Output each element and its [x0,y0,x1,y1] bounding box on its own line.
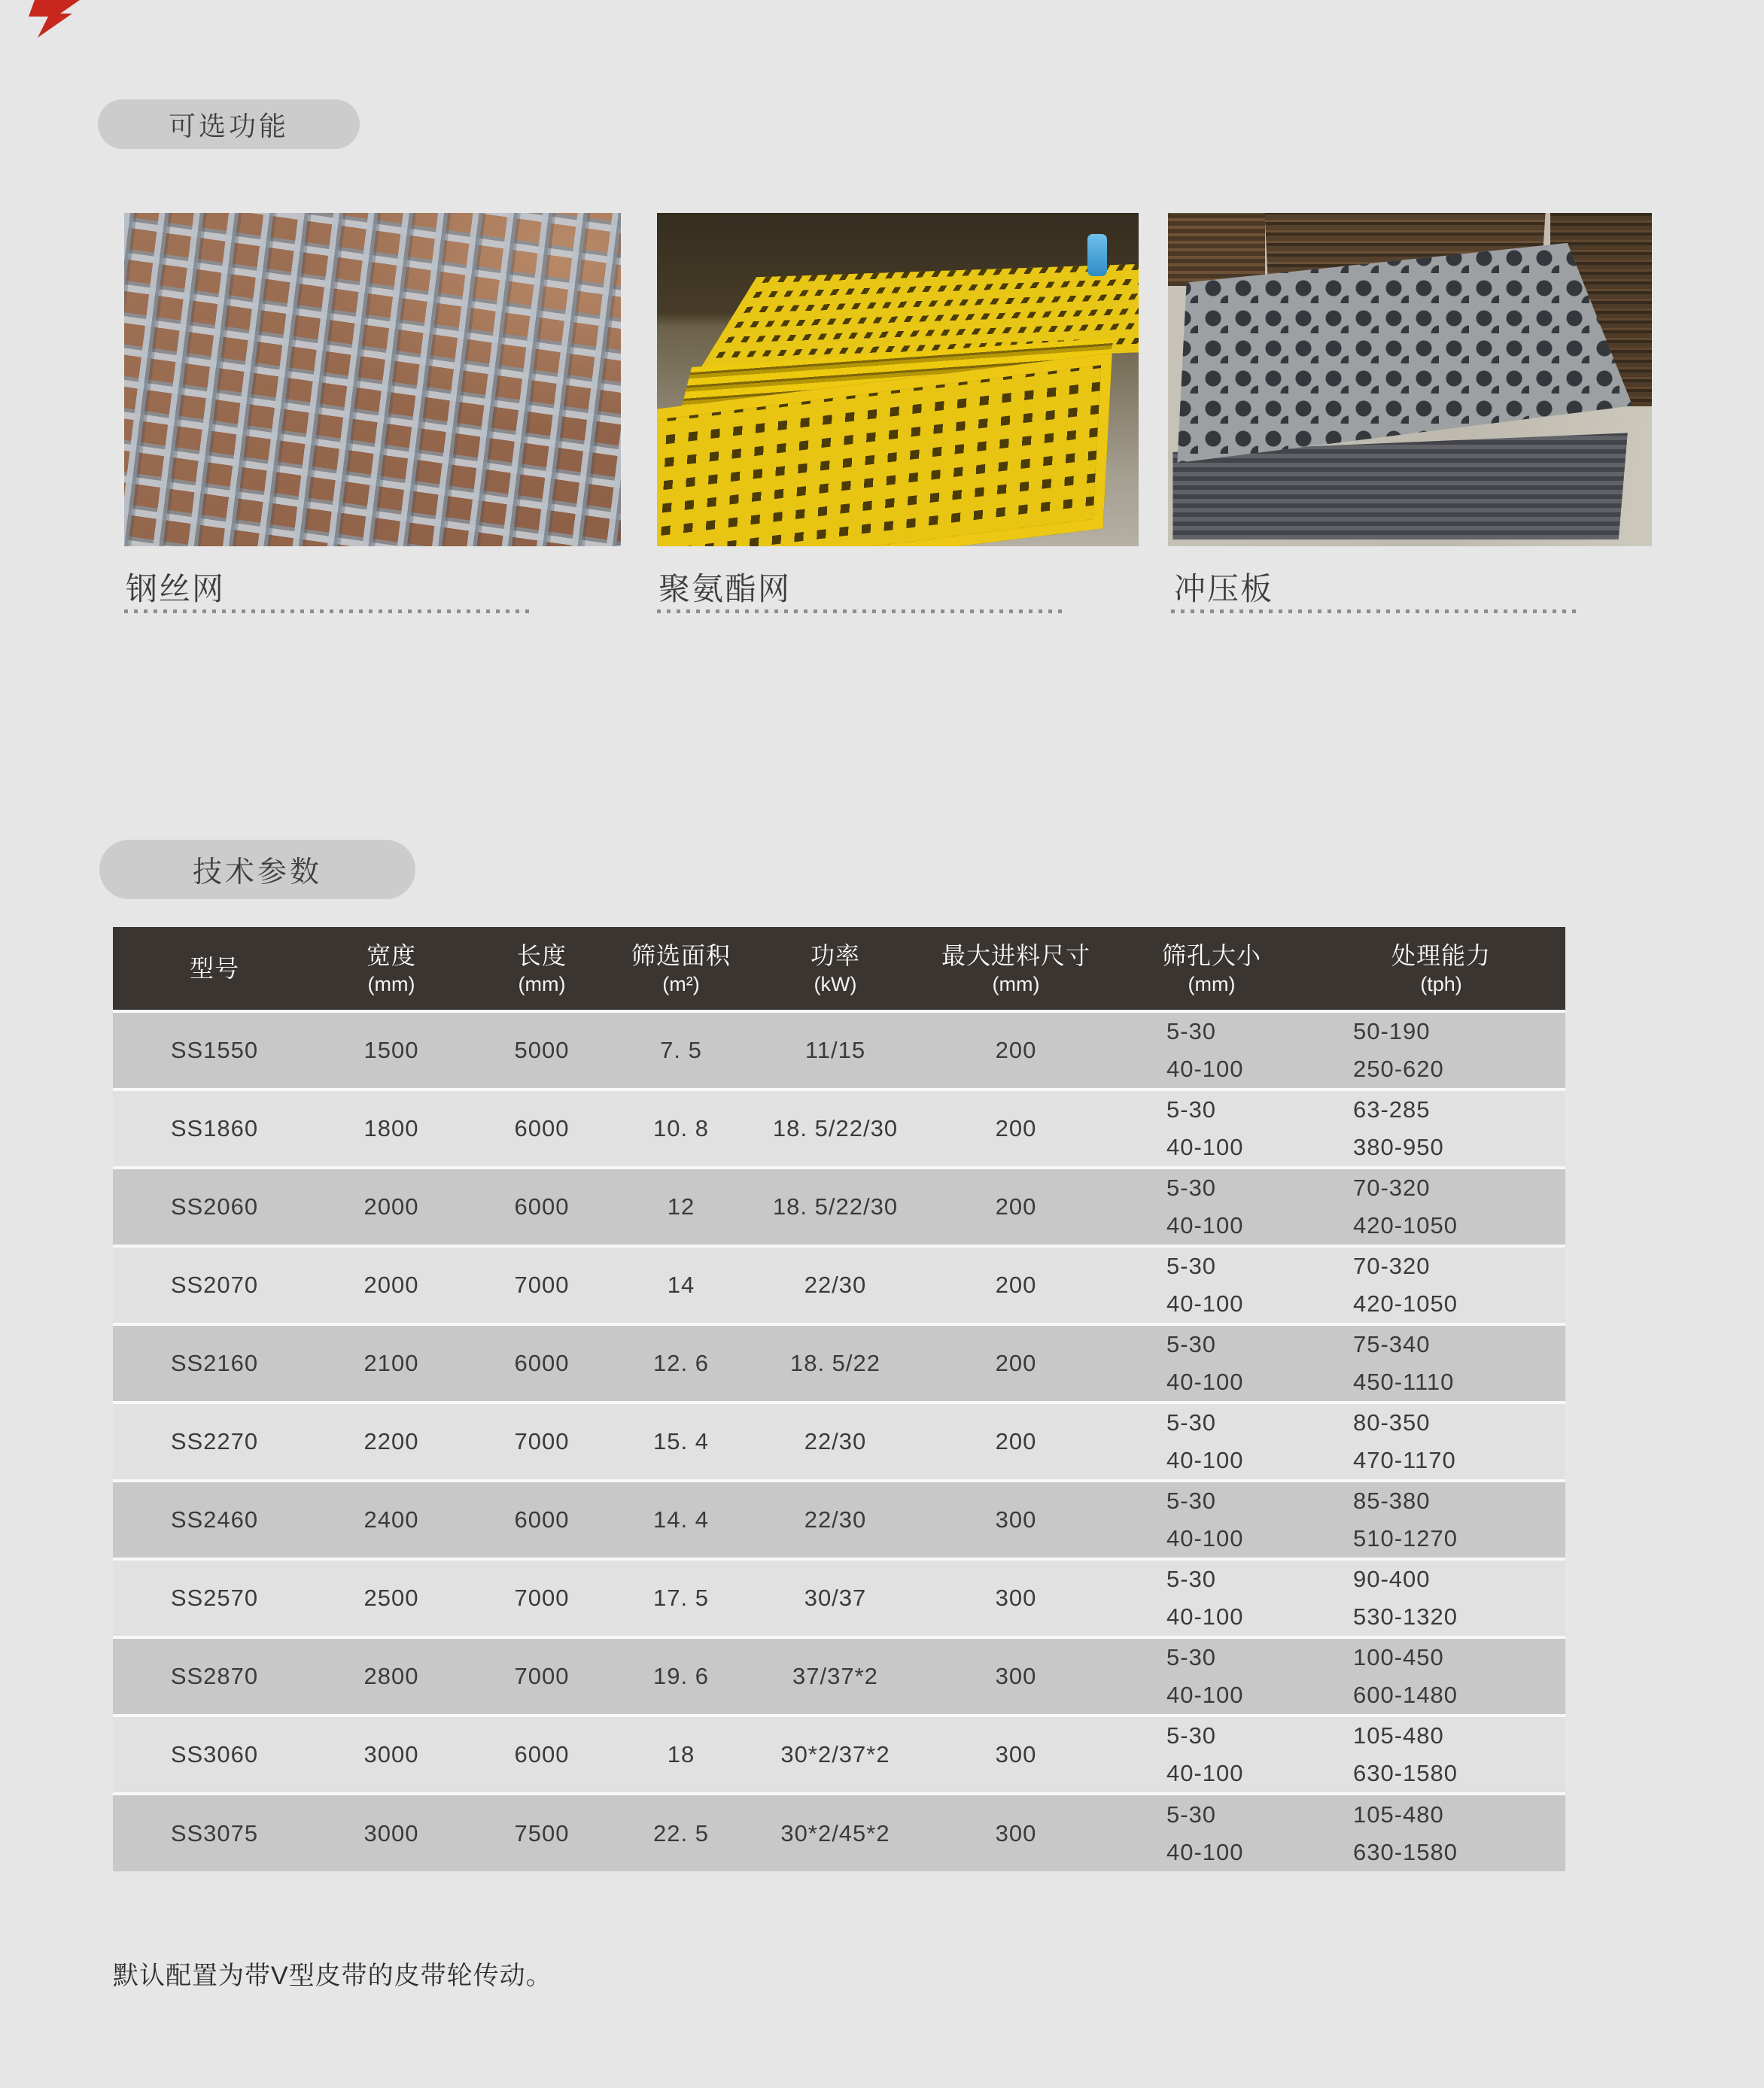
col-header-length: 长度 (mm) [467,927,617,1011]
table-row-SS3060 [113,1716,1565,1794]
dotted-divider-3 [1171,609,1581,613]
cell-power: 22/30 [745,1246,926,1324]
cell-model: SS2270 [113,1403,316,1481]
col-header-power: 功率 (kW) [745,927,926,1011]
cell-model: SS2870 [113,1637,316,1716]
cell-power: 30*2/37*2 [745,1716,926,1794]
cell-power: 30*2/45*2 [745,1794,926,1871]
cell-area: 19. 6 [617,1637,745,1716]
cell-capacity: 70-320 420-1050 [1317,1246,1565,1324]
cell-aperture: 5-30 40-100 [1106,1011,1317,1090]
cell-capacity: 50-190 250-620 [1317,1011,1565,1090]
cell-capacity: 75-340 450-1110 [1317,1324,1565,1403]
cell-aperture: 5-30 40-100 [1106,1324,1317,1403]
cell-power: 18. 5/22/30 [745,1168,926,1246]
dotted-divider-1 [124,609,534,613]
photo-punched-plate [1168,213,1652,546]
cell-model: SS2060 [113,1168,316,1246]
cell-area: 22. 5 [617,1794,745,1871]
cell-length: 7000 [467,1637,617,1716]
cell-aperture: 5-30 40-100 [1106,1246,1317,1324]
cell-power: 22/30 [745,1481,926,1559]
cell-capacity: 90-400 530-1320 [1317,1559,1565,1637]
photo-steel-wire-mesh [124,213,621,546]
cell-max-feed: 200 [926,1090,1106,1168]
cell-aperture: 5-30 40-100 [1106,1090,1317,1168]
cell-max-feed: 200 [926,1246,1106,1324]
cell-length: 7000 [467,1403,617,1481]
section-badge-optional-features [98,99,360,149]
spec-table-header [113,927,1565,1011]
cell-area: 12 [617,1168,745,1246]
cell-area: 17. 5 [617,1559,745,1637]
red-corner-logo-mark [29,0,80,38]
default-config-note: 默认配置为带V型皮带的皮带轮传动。 [113,1962,552,1990]
table-row-SS2460 [113,1481,1565,1559]
cell-capacity: 80-350 470-1170 [1317,1403,1565,1481]
cell-model: SS2160 [113,1324,316,1403]
cell-max-feed: 300 [926,1794,1106,1871]
cell-width: 2000 [316,1168,467,1246]
col-header-max-feed: 最大进料尺寸 (mm) [926,927,1106,1011]
cell-width: 3000 [316,1794,467,1871]
cell-width: 2800 [316,1637,467,1716]
cell-capacity: 70-320 420-1050 [1317,1168,1565,1246]
cell-model: SS3075 [113,1794,316,1871]
cell-width: 1800 [316,1090,467,1168]
section-badge-optional-features-label: 可选功能 [168,111,289,141]
spec-table [113,927,1565,1871]
cell-length: 6000 [467,1090,617,1168]
photo-polyurethane-mesh [657,213,1139,546]
section-badge-tech-params-label: 技术参数 [192,856,322,889]
cell-width: 2100 [316,1324,467,1403]
cell-width: 2400 [316,1481,467,1559]
cell-max-feed: 300 [926,1559,1106,1637]
cell-aperture: 5-30 40-100 [1106,1403,1317,1481]
cell-power: 18. 5/22/30 [745,1090,926,1168]
col-header-width: 宽度 (mm) [316,927,467,1011]
cell-area: 7. 5 [617,1011,745,1090]
cell-width: 2500 [316,1559,467,1637]
blue-bottle [1087,234,1107,276]
cell-model: SS3060 [113,1716,316,1794]
cell-model: SS2570 [113,1559,316,1637]
cell-max-feed: 200 [926,1011,1106,1090]
cell-max-feed: 200 [926,1168,1106,1246]
cell-aperture: 5-30 40-100 [1106,1637,1317,1716]
table-row-SS2070 [113,1246,1565,1324]
rusty-plate-stack-left [1168,213,1265,286]
cell-capacity: 63-285 380-950 [1317,1090,1565,1168]
cell-capacity: 85-380 510-1270 [1317,1481,1565,1559]
cell-model: SS2070 [113,1246,316,1324]
cell-power: 37/37*2 [745,1637,926,1716]
cell-length: 6000 [467,1481,617,1559]
cell-power: 30/37 [745,1559,926,1637]
cell-capacity: 105-480 630-1580 [1317,1794,1565,1871]
cell-width: 2200 [316,1403,467,1481]
table-row-SS3075 [113,1794,1565,1871]
section-badge-tech-params [99,840,415,899]
cell-model: SS1860 [113,1090,316,1168]
photo-caption-punched-plate: 冲压板 [1174,571,1274,606]
cell-width: 2000 [316,1246,467,1324]
cell-width: 3000 [316,1716,467,1794]
photo-caption-steel-wire-mesh: 钢丝网 [126,571,226,606]
col-header-capacity: 处理能力 (tph) [1317,927,1565,1011]
col-header-area: 筛选面积 (m²) [617,927,745,1011]
table-row-SS2060 [113,1168,1565,1246]
cell-area: 15. 4 [617,1403,745,1481]
cell-power: 18. 5/22 [745,1324,926,1403]
cell-max-feed: 300 [926,1481,1106,1559]
cell-max-feed: 200 [926,1403,1106,1481]
col-header-aperture: 筛孔大小 (mm) [1106,927,1317,1011]
table-row-SS2570 [113,1559,1565,1637]
cell-model: SS1550 [113,1011,316,1090]
cell-power: 11/15 [745,1011,926,1090]
cell-area: 10. 8 [617,1090,745,1168]
cell-capacity: 100-450 600-1480 [1317,1637,1565,1716]
cell-length: 7000 [467,1559,617,1637]
table-row-SS2270 [113,1403,1565,1481]
table-row-SS1860 [113,1090,1565,1168]
cell-aperture: 5-30 40-100 [1106,1716,1317,1794]
cell-length: 5000 [467,1011,617,1090]
cell-length: 6000 [467,1324,617,1403]
cell-capacity: 105-480 630-1580 [1317,1716,1565,1794]
cell-aperture: 5-30 40-100 [1106,1481,1317,1559]
cell-length: 6000 [467,1168,617,1246]
cell-aperture: 5-30 40-100 [1106,1794,1317,1871]
cell-max-feed: 300 [926,1716,1106,1794]
cell-aperture: 5-30 40-100 [1106,1168,1317,1246]
cell-width: 1500 [316,1011,467,1090]
spec-table-body [113,1011,1565,1871]
cell-max-feed: 300 [926,1637,1106,1716]
cell-area: 14. 4 [617,1481,745,1559]
table-row-SS1550 [113,1011,1565,1090]
cell-length: 7000 [467,1246,617,1324]
cell-length: 6000 [467,1716,617,1794]
cell-area: 18 [617,1716,745,1794]
photo-caption-polyurethane-mesh: 聚氨酯网 [658,571,792,606]
dotted-divider-2 [657,609,1067,613]
cell-length: 7500 [467,1794,617,1871]
col-header-model: 型号 [113,927,316,1011]
table-row-SS2160 [113,1324,1565,1403]
cell-area: 14 [617,1246,745,1324]
cell-max-feed: 200 [926,1324,1106,1403]
cell-area: 12. 6 [617,1324,745,1403]
table-row-SS2870 [113,1637,1565,1716]
cell-model: SS2460 [113,1481,316,1559]
cell-aperture: 5-30 40-100 [1106,1559,1317,1637]
cell-power: 22/30 [745,1403,926,1481]
